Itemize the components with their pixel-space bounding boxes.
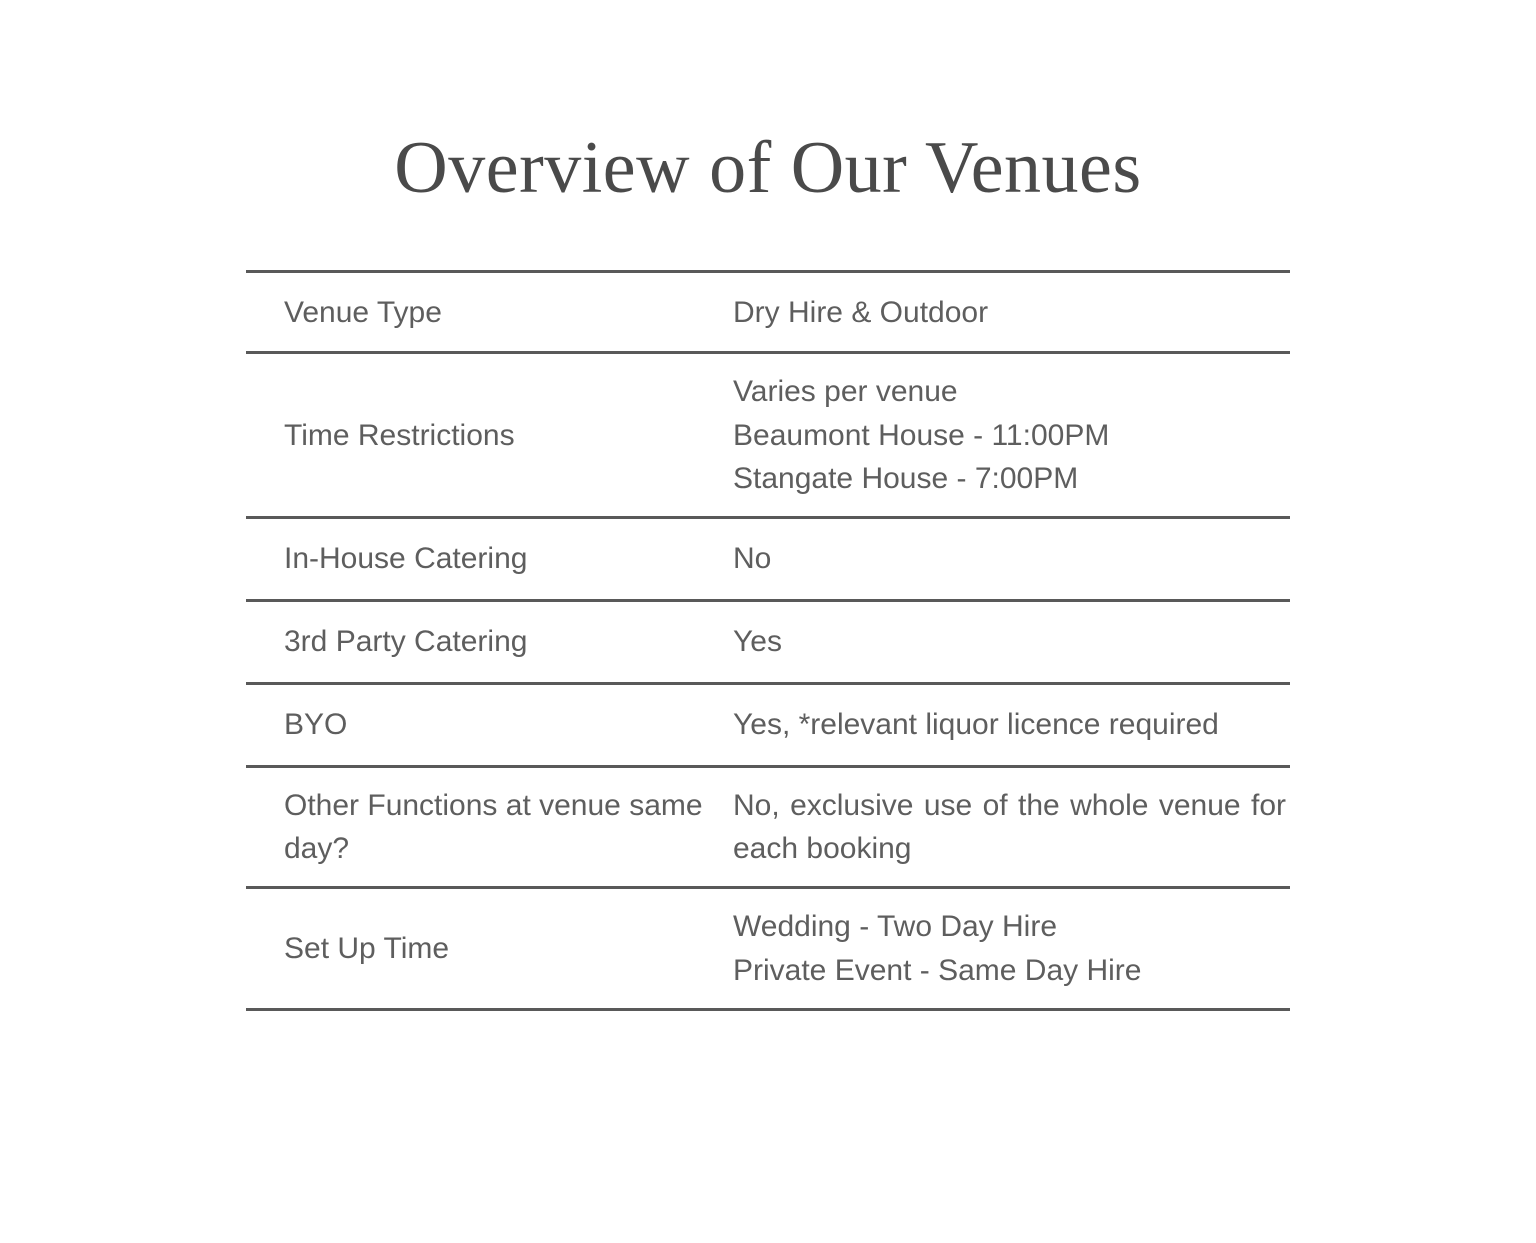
table-row <box>246 517 1290 600</box>
row-label: Venue Type <box>246 272 733 353</box>
row-value-line: Yes, *relevant liquor licence required <box>733 708 1219 742</box>
table-row <box>246 600 1290 683</box>
row-label: BYO <box>246 683 733 766</box>
row-value <box>733 766 1290 887</box>
row-value-line: Beaumont House - 11:00PM <box>733 418 1110 452</box>
row-value-line: No, exclusive use of the whole venue for each booking <box>733 788 1286 866</box>
venue-overview-table-wrapper <box>246 209 1290 1010</box>
row-value-line: Yes <box>733 625 782 659</box>
row-value-line: Dry Hire & Outdoor <box>733 295 989 329</box>
row-value-line: No <box>733 542 772 576</box>
row-value <box>733 600 1290 683</box>
venue-overview-table <box>246 270 1290 1010</box>
row-value <box>733 353 1290 518</box>
table-row <box>246 353 1290 518</box>
row-value-line: Wedding - Two Day Hire <box>733 910 1058 944</box>
row-value <box>733 272 1290 353</box>
row-value-line: Varies per venue <box>733 375 958 409</box>
page-title: Overview of Our Venues <box>394 127 1142 209</box>
row-label: Other Functions at venue same day? <box>246 766 733 887</box>
row-label: Time Restrictions <box>246 353 733 518</box>
table-row <box>246 272 1290 353</box>
table-row <box>246 683 1290 766</box>
row-value <box>733 517 1290 600</box>
row-value <box>733 888 1290 1009</box>
table-row <box>246 766 1290 887</box>
row-label: 3rd Party Catering <box>246 600 733 683</box>
row-label: In-House Catering <box>246 517 733 600</box>
table-row <box>246 888 1290 1009</box>
row-value-line: Stangate House - 7:00PM <box>733 461 1079 495</box>
row-value <box>733 683 1290 766</box>
row-label: Set Up Time <box>246 888 733 1009</box>
row-value-line: Private Event - Same Day Hire <box>733 953 1142 987</box>
